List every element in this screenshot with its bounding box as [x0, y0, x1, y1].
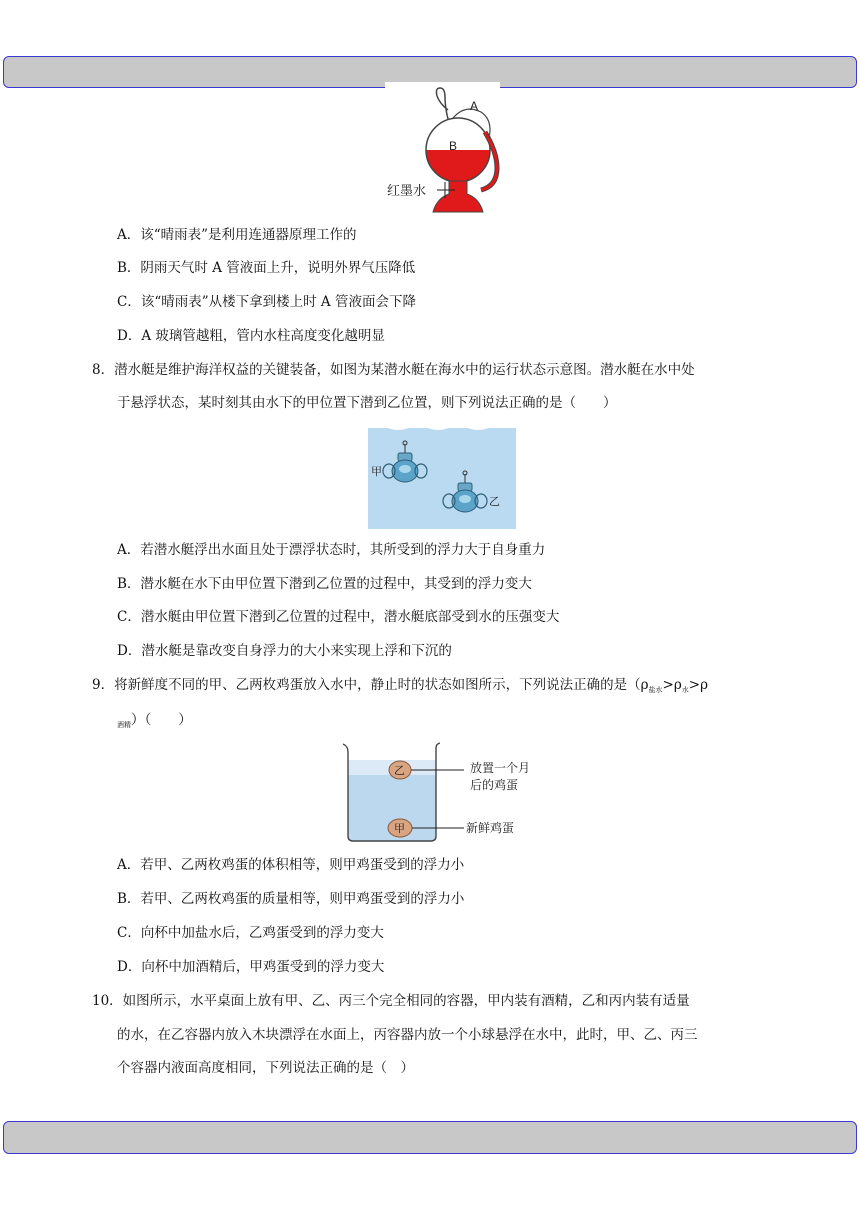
q8-option-d[interactable]: D．潜水艇是靠改变自身浮力的大小来实现上浮和下沉的 [117, 643, 452, 659]
egg-yi-label: 乙 [394, 765, 405, 777]
q7-option-c[interactable]: C．该“晴雨表”从楼下拿到楼上时 A 管液面会下降 [117, 294, 416, 310]
label-yi: 乙 [489, 496, 500, 508]
label-a: A [470, 99, 479, 113]
q7-option-a[interactable]: A．该“晴雨表”是利用连通器原理工作的 [117, 227, 357, 243]
q10-stem-line1: 10．如图所示，水平桌面上放有甲、乙、丙三个完全相同的容器，甲内装有酒精，乙和丙内装有适量 [92, 993, 690, 1009]
q8-stem-line2: 于悬浮状态，某时刻其由水下的甲位置下潜到乙位置，则下列说法正确的是（ ） [117, 395, 617, 411]
q10-stem-line3: 个容器内液面高度相同，下列说法正确的是（ ） [117, 1060, 414, 1076]
q9-stem-text: 9．将新鲜度不同的甲、乙两枚鸡蛋放入水中，静止时的状态如图所示，下列说法正确的是（ρ [92, 677, 649, 693]
label-b: B [449, 139, 458, 153]
q7-option-d[interactable]: D．A 玻璃管越粗，管内水柱高度变化越明显 [117, 328, 385, 344]
barometer-figure [385, 82, 500, 217]
egg-beaker-figure [340, 740, 550, 846]
q9-stem-tail: ）（ ） [131, 712, 192, 728]
label-jia: 甲 [371, 466, 382, 478]
q8-option-c[interactable]: C．潜水艇由甲位置下潜到乙位置的过程中，潜水艇底部受到水的压强变大 [117, 609, 560, 625]
q8-option-a[interactable]: A．若潜水艇浮出水面且处于漂浮状态时，其所受到的浮力大于自身重力 [117, 542, 546, 558]
footer-bar [3, 1121, 857, 1154]
egg-jia-label: 甲 [394, 823, 405, 835]
q9-option-c[interactable]: C．向杯中加盐水后，乙鸡蛋受到的浮力变大 [117, 925, 384, 941]
q10-stem-line2: 的水，在乙容器内放入木块漂浮在水面上，丙容器内放一个小球悬浮在水中，此时，甲、乙、丙三 [117, 1027, 698, 1043]
q9-gt1: >ρ [662, 677, 682, 693]
label-red-ink: 红墨水 [387, 183, 427, 198]
q8-stem-line1: 8．潜水艇是维护海洋权益的关键装备，如图为某潜水艇在海水中的运行状态示意图。潜水艇在水中处 [92, 362, 695, 378]
q9-gt2: >ρ [688, 677, 709, 693]
q9-option-b[interactable]: B．若甲、乙两枚鸡蛋的质量相等，则甲鸡蛋受到的浮力小 [117, 891, 465, 907]
q9-stem-line1 [92, 675, 708, 700]
q9-option-d[interactable]: D．向杯中加酒精后，甲鸡蛋受到的浮力变大 [117, 959, 385, 975]
q8-option-b[interactable]: B．潜水艇在水下由甲位置下潜到乙位置的过程中，其受到的浮力变大 [117, 576, 532, 592]
label-fresh-egg: 新鲜鸡蛋 [466, 821, 515, 835]
label-old-egg-line2: 后的鸡蛋 [470, 778, 519, 792]
q9-sub-saltwater: 盐水 [648, 686, 663, 694]
submarine-figure [368, 424, 516, 529]
label-old-egg-line1: 放置一个月 [470, 761, 531, 775]
q9-option-a[interactable]: A．若甲、乙两枚鸡蛋的体积相等，则甲鸡蛋受到的浮力小 [117, 857, 465, 873]
q7-option-b[interactable]: B．阴雨天气时 A 管液面上升，说明外界气压降低 [117, 260, 416, 276]
q9-sub-water: 水 [681, 686, 689, 694]
q9-sub-alcohol: 酒精 [117, 721, 131, 729]
q9-stem-line2 [117, 710, 192, 735]
